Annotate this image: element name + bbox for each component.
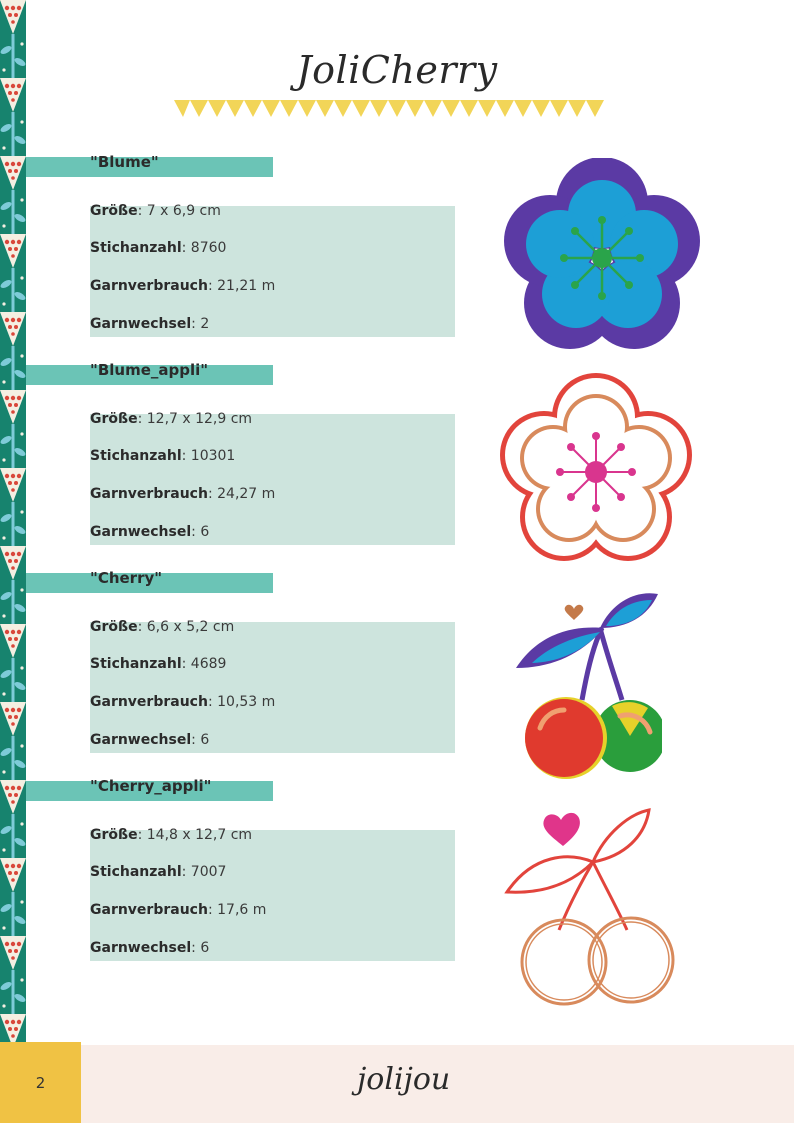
spec-stitches: Stichanzahl: 10301 — [90, 448, 236, 464]
spec-changes: Garnwechsel: 6 — [90, 732, 210, 748]
design-name: "Blume_appli" — [90, 361, 209, 379]
spec-thread: Garnverbrauch: 24,27 m — [90, 486, 276, 502]
spec-value: 24,27 m — [217, 486, 276, 502]
spec-box — [90, 827, 455, 961]
design-title-bar — [26, 153, 273, 177]
spec-stitches: Stichanzahl: 4689 — [90, 656, 227, 672]
spec-thread: Garnverbrauch: 17,6 m — [90, 902, 267, 918]
spec-label: Stichanzahl — [90, 864, 182, 880]
spec-changes: Garnwechsel: 6 — [90, 524, 210, 540]
spec-stitches: Stichanzahl: 8760 — [90, 240, 227, 256]
spec-label: Größe — [90, 203, 138, 219]
spec-label: Stichanzahl — [90, 240, 182, 256]
design-title-bar — [26, 361, 273, 385]
spec-label: Garnverbrauch — [90, 486, 208, 502]
spec-value: 7 x 6,9 cm — [146, 203, 221, 219]
page-title: JoliCherry — [296, 48, 498, 92]
design-name: "Cherry" — [90, 569, 163, 587]
spec-size: Größe: 6,6 x 5,2 cm — [90, 619, 235, 635]
flower-embroidery-image — [500, 158, 705, 358]
design-title-bar — [26, 569, 273, 593]
spec-box — [90, 619, 455, 753]
spec-label: Garnwechsel — [90, 940, 192, 956]
spec-label: Größe — [90, 827, 138, 843]
spec-label: Stichanzahl — [90, 448, 182, 464]
spec-label: Garnwechsel — [90, 732, 192, 748]
flower-applique-image — [496, 372, 701, 572]
spec-value: 6 — [200, 732, 210, 748]
spec-label: Garnverbrauch — [90, 694, 208, 710]
spec-label: Garnverbrauch — [90, 278, 208, 294]
spec-value: 6 — [200, 524, 210, 540]
spec-changes: Garnwechsel: 6 — [90, 940, 210, 956]
spec-label: Garnwechsel — [90, 316, 192, 332]
page-number: 2 — [35, 1074, 46, 1092]
decorative-border-pattern — [0, 0, 26, 1042]
spec-value: 10301 — [190, 448, 236, 464]
spec-stitches: Stichanzahl: 7007 — [90, 864, 227, 880]
design-name: "Blume" — [90, 153, 159, 171]
spec-value: 14,8 x 12,7 cm — [146, 827, 253, 843]
spec-value: 4689 — [190, 656, 227, 672]
spec-value: 21,21 m — [217, 278, 276, 294]
spec-size: Größe: 7 x 6,9 cm — [90, 203, 221, 219]
spec-value: 6 — [200, 940, 210, 956]
design-name: "Cherry_appli" — [90, 777, 212, 795]
spec-value: 7007 — [190, 864, 227, 880]
spec-label: Garnverbrauch — [90, 902, 208, 918]
spec-box — [90, 411, 455, 545]
spec-box — [90, 203, 455, 337]
spec-label: Größe — [90, 619, 138, 635]
spec-value: 2 — [200, 316, 210, 332]
spec-size: Größe: 12,7 x 12,9 cm — [90, 411, 253, 427]
spec-value: 8760 — [190, 240, 227, 256]
spec-value: 6,6 x 5,2 cm — [146, 619, 235, 635]
spec-thread: Garnverbrauch: 21,21 m — [90, 278, 276, 294]
spec-label: Garnwechsel — [90, 524, 192, 540]
brand-logo: jolijou — [357, 1062, 451, 1097]
spec-value: 12,7 x 12,9 cm — [146, 411, 253, 427]
spec-value: 10,53 m — [217, 694, 276, 710]
spec-value: 17,6 m — [217, 902, 267, 918]
spec-label: Größe — [90, 411, 138, 427]
spec-label: Stichanzahl — [90, 656, 182, 672]
zigzag-divider — [174, 100, 604, 118]
cherry-embroidery-image — [512, 588, 662, 780]
spec-thread: Garnverbrauch: 10,53 m — [90, 694, 276, 710]
cherry-applique-image — [503, 806, 683, 1012]
design-title-bar — [26, 777, 273, 801]
spec-changes: Garnwechsel: 2 — [90, 316, 210, 332]
spec-size: Größe: 14,8 x 12,7 cm — [90, 827, 253, 843]
